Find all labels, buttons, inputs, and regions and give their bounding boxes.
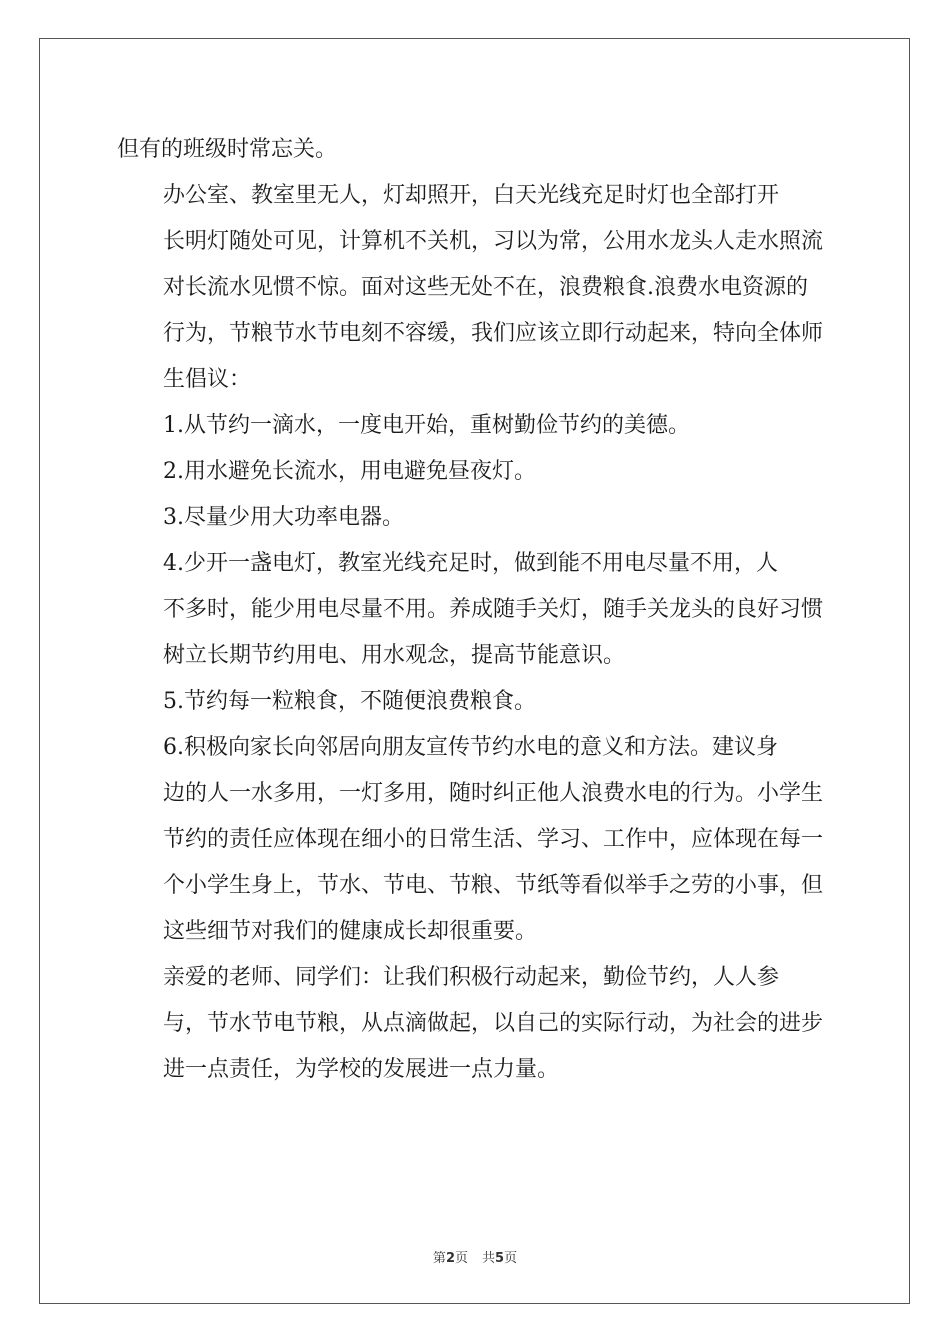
document-body <box>117 127 837 1093</box>
text-line: 生倡议： <box>163 367 252 392</box>
footer-total-suffix: 页 <box>504 1251 518 1266</box>
text-line: 亲爱的老师、同学们：让我们积极行动起来，勤俭节约，人人参 <box>163 965 780 990</box>
footer-page-suffix: 页 <box>454 1251 468 1266</box>
text-line: 办公室、教室里无人，灯却照开，白天光线充足时灯也全部打开 <box>163 183 780 208</box>
text-line: 长明灯随处可见，计算机不关机，习以为常，公用水龙头人走水照流 <box>163 229 824 254</box>
paragraph <box>117 173 837 403</box>
text-line: 1.从节约一滴水，一度电开始，重树勤俭节约的美德。 <box>163 413 690 438</box>
footer-page-prefix: 第 <box>432 1251 446 1266</box>
text-line: 与，节水节电节粮，从点滴做起，以自己的实际行动，为社会的进步 <box>163 1011 824 1036</box>
text-line: 3.尽量少用大功率电器。 <box>163 505 404 530</box>
paragraph <box>117 679 837 725</box>
text-line: 进一点责任，为学校的发展进一点力量。 <box>163 1057 560 1082</box>
footer-page-current: 2 <box>445 1251 455 1266</box>
text-line: 不多时，能少用电尽量不用。养成随手关灯，随手关龙头的良好习惯 <box>163 597 824 622</box>
text-line: 树立长期节约用电、用水观念，提高节能意识。 <box>163 643 626 668</box>
footer-page-total: 5 <box>495 1251 505 1266</box>
footer-total-prefix: 共 <box>482 1251 496 1266</box>
paragraph <box>117 449 837 495</box>
paragraph <box>117 495 837 541</box>
text-line: 这些细节对我们的健康成长却很重要。 <box>163 919 538 944</box>
text-line: 6.积极向家长向邻居向朋友宣传节约水电的意义和方法。建议身 <box>163 735 778 760</box>
text-line: 节约的责任应体现在细小的日常生活、学习、工作中，应体现在每一 <box>163 827 824 852</box>
text-line: 对长流水见惯不惊。面对这些无处不在，浪费粮食.浪费水电资源的 <box>163 275 808 300</box>
text-line: 边的人一水多用，一灯多用，随时纠正他人浪费水电的行为。小学生 <box>163 781 824 806</box>
paragraph <box>117 127 837 173</box>
paragraph <box>117 541 837 679</box>
paragraph <box>117 955 837 1093</box>
paragraph <box>117 403 837 449</box>
text-line: 5.节约每一粒粮食，不随便浪费粮食。 <box>163 689 536 714</box>
text-line: 但有的班级时常忘关。 <box>117 137 338 162</box>
text-line: 2.用水避免长流水，用电避免昼夜灯。 <box>163 459 536 484</box>
paragraph <box>117 725 837 955</box>
text-line: 4.少开一盏电灯，教室光线充足时，做到能不用电尽量不用，人 <box>163 551 778 576</box>
text-line: 个小学生身上，节水、节电、节粮、节纸等看似举手之劳的小事，但 <box>163 873 824 898</box>
page-footer <box>0 1247 950 1266</box>
text-line: 行为，节粮节水节电刻不容缓，我们应该立即行动起来，特向全体师 <box>163 321 824 346</box>
